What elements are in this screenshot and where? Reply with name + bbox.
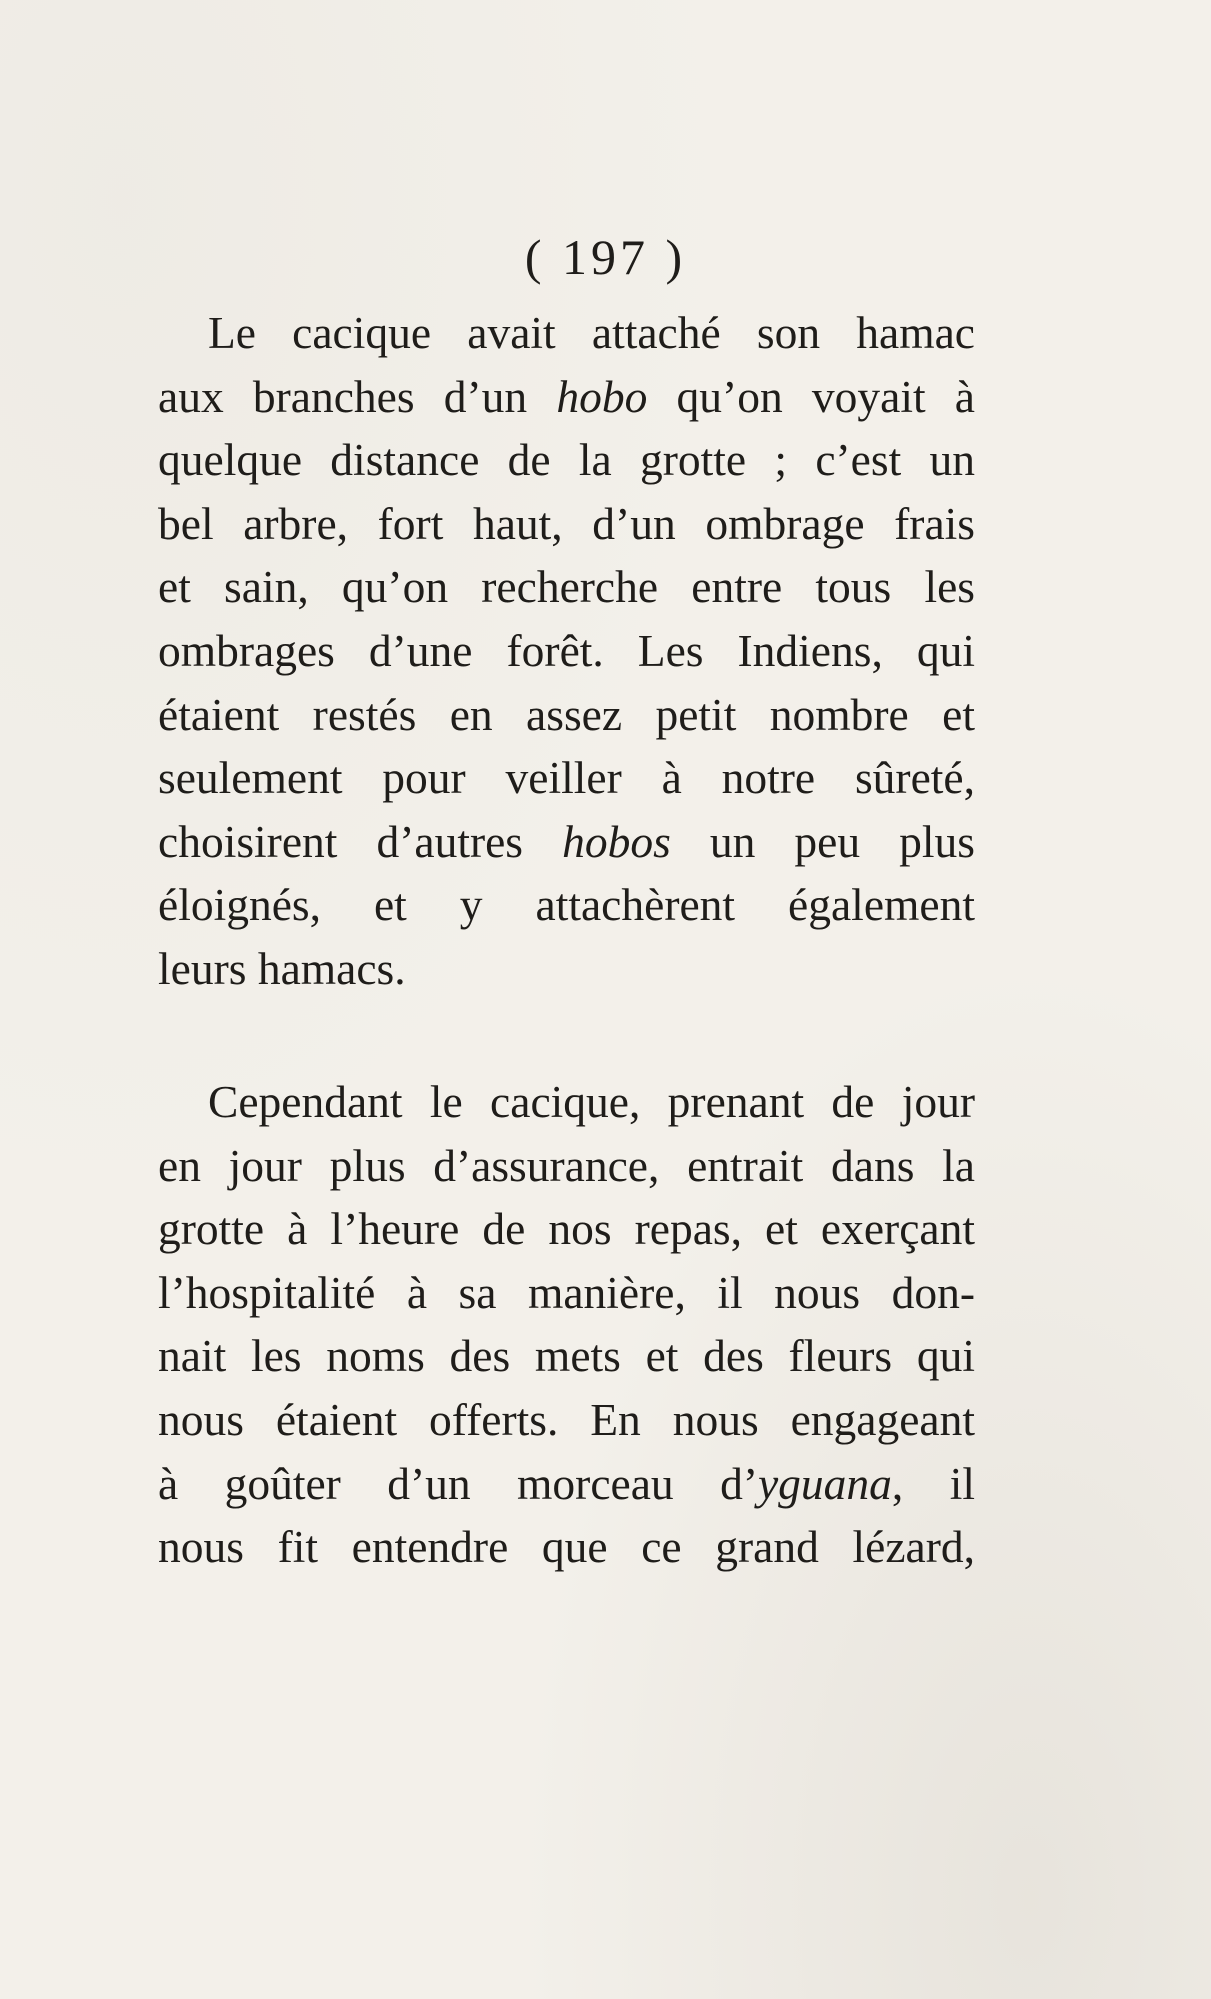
text-line: nait les noms des mets et des fleurs qui (158, 1330, 975, 1382)
paragraph-1 (158, 301, 975, 1001)
text-segment: qu’on voyait à (647, 370, 975, 422)
text-line (158, 810, 975, 874)
text-segment: , il (891, 1457, 975, 1509)
text-line: quelque distance de la grotte ; c’est un (158, 434, 975, 486)
text-line: Cependant le cacique, prenant de jour (208, 1076, 975, 1127)
italic-term: hobos (562, 815, 671, 867)
text-segment: un peu plus (670, 815, 975, 867)
text-line (158, 365, 975, 429)
text-line: grotte à l’heure de nos repas, et exerçant (158, 1203, 975, 1255)
text-line: leurs hamacs. (158, 942, 406, 994)
text-line: étaient restés en assez petit nombre et (158, 688, 975, 740)
text-line: Le cacique avait attaché son hamac (208, 307, 975, 358)
text-segment: aux branches d’un (158, 370, 557, 422)
text-line: éloignés, et y attachèrent également (158, 879, 975, 931)
text-line: nous étaient offerts. En nous engageant (158, 1393, 975, 1445)
text-segment: à goûter d’un morceau d’ (158, 1457, 758, 1509)
text-line: et sain, qu’on recherche entre tous les (158, 561, 975, 613)
text-line: l’hospitalité à sa manière, il nous don- (158, 1266, 975, 1318)
text-line: seulement pour veiller à notre sûreté, (158, 752, 975, 804)
text-line: en jour plus d’assurance, entrait dans la (158, 1139, 975, 1191)
text-line: ombrages d’une forêt. Les Indiens, qui (158, 624, 975, 676)
text-line: nous fit entendre que ce grand lézard, (158, 1521, 975, 1573)
page-number: ( 197 ) (524, 229, 687, 285)
italic-term: yguana (757, 1457, 892, 1509)
paragraph-2 (158, 1070, 975, 1579)
text-line (158, 1452, 975, 1516)
italic-term: hobo (556, 370, 648, 422)
text-line: bel arbre, fort haut, d’un ombrage frais (158, 497, 975, 549)
text-segment: choisirent d’autres (158, 815, 563, 867)
